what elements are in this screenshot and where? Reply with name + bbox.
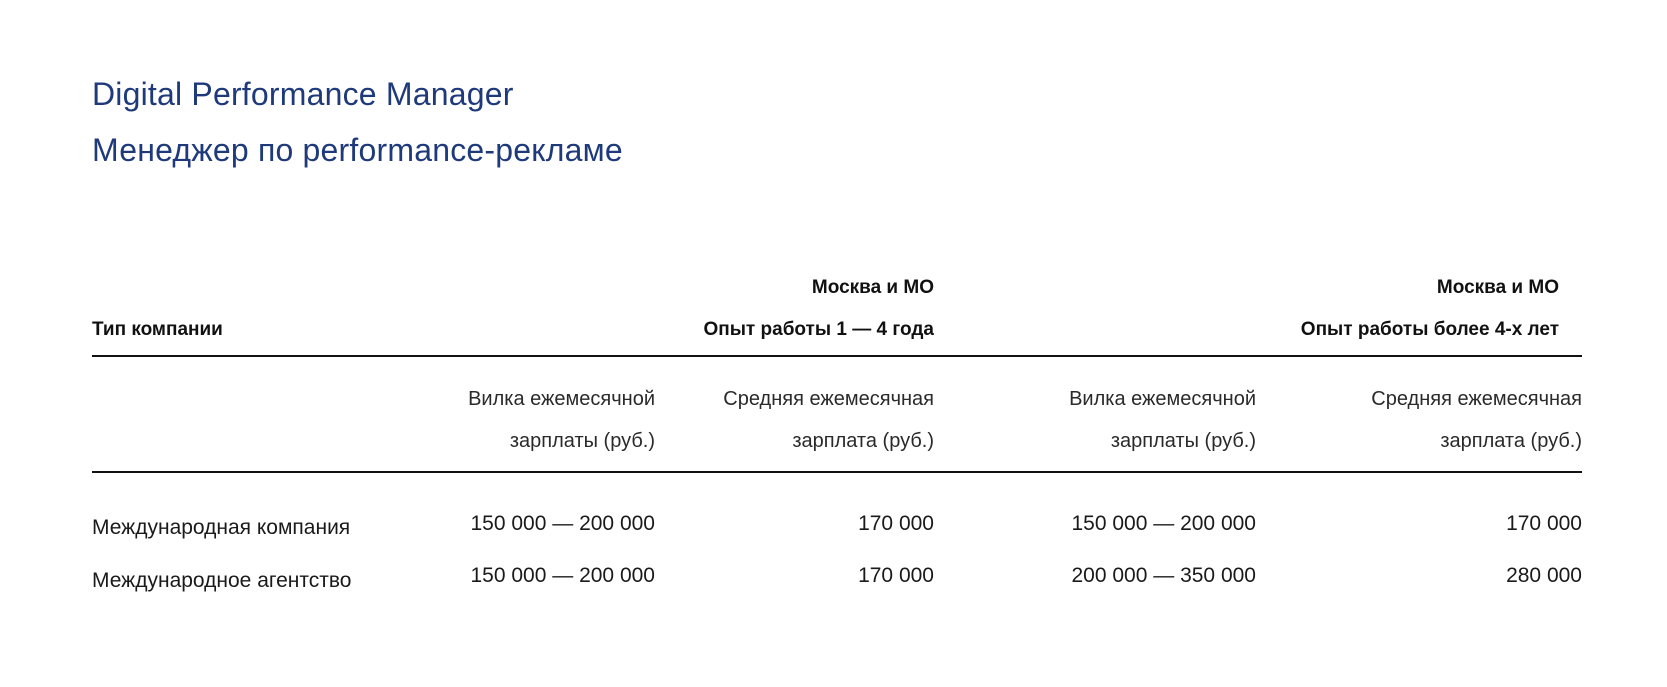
company-type-header: Тип компании bbox=[92, 319, 223, 340]
row-1-range-1: 150 000 — 200 000 bbox=[470, 512, 655, 535]
row-1-range-2: 150 000 — 200 000 bbox=[1071, 512, 1256, 535]
group-2-experience: Опыт работы более 4-х лет bbox=[1300, 319, 1559, 340]
row-1-avg-2: 170 000 bbox=[1506, 512, 1582, 535]
subheader-1-line1: Вилка ежемесячной bbox=[468, 388, 655, 410]
subheader-divider bbox=[92, 471, 1582, 473]
group-2-region: Москва и МО bbox=[1436, 277, 1559, 298]
row-2-avg-1: 170 000 bbox=[858, 564, 934, 587]
subheader-2-line2: зарплата (руб.) bbox=[792, 430, 934, 452]
header-divider bbox=[92, 355, 1582, 357]
subheader-2-line1: Средняя ежемесячная bbox=[723, 388, 934, 410]
row-1-avg-1: 170 000 bbox=[858, 512, 934, 535]
subheader-1-line2: зарплаты (руб.) bbox=[509, 430, 655, 452]
group-1-region: Москва и МО bbox=[811, 277, 934, 298]
row-2-range-2: 200 000 — 350 000 bbox=[1071, 564, 1256, 587]
subheader-4-line2: зарплата (руб.) bbox=[1440, 430, 1582, 452]
page-title: Digital Performance Manager bbox=[92, 76, 514, 112]
group-1-experience: Опыт работы 1 — 4 года bbox=[703, 319, 934, 340]
row-1-company: Международная компания bbox=[92, 516, 351, 539]
subheader-4-line1: Средняя ежемесячная bbox=[1371, 388, 1582, 410]
row-2-avg-2: 280 000 bbox=[1506, 564, 1582, 587]
page-title-block bbox=[92, 66, 623, 178]
row-2-range-1: 150 000 — 200 000 bbox=[470, 564, 655, 587]
page-subtitle: Менеджер по performance-рекламе bbox=[92, 132, 623, 168]
subheader-3-line1: Вилка ежемесячной bbox=[1069, 388, 1256, 410]
row-2-company: Международное агентство bbox=[92, 569, 352, 592]
subheader-3-line2: зарплаты (руб.) bbox=[1110, 430, 1256, 452]
